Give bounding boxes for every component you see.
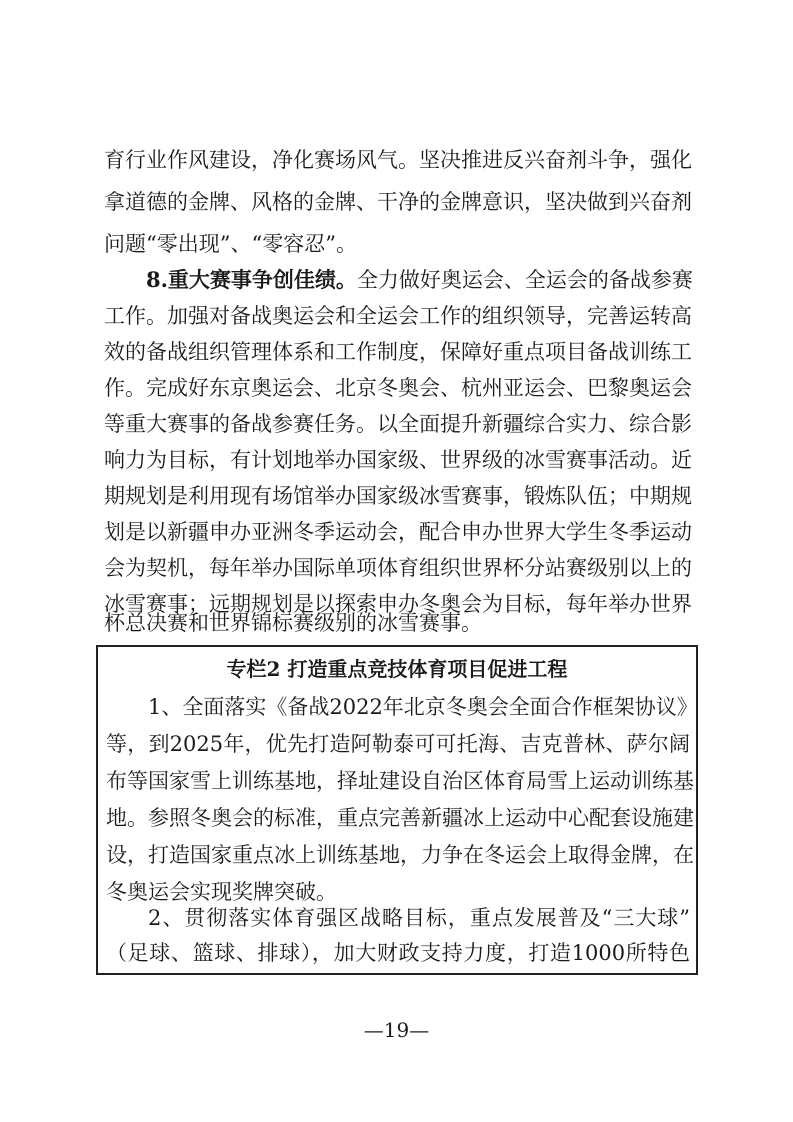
paragraph-line: 杯总决赛和世界锦标赛级别的冰雪赛事。 [104, 611, 482, 635]
paragraph-line: 工作。加强对备战奥运会和全运会工作的组织领导，完善运转高 [104, 304, 692, 328]
paragraph-line: 效的备战组织管理体系和工作制度，保障好重点项目备战训练工 [104, 340, 692, 364]
box-line: 1、全面落实《备战2022年北京冬奥会全面合作框架协议》 [148, 695, 698, 719]
paragraph-line: 拿道德的金牌、风格的金牌、干净的金牌意识，坚决做到兴奋剂 [104, 190, 692, 214]
box-line: 冬奥运会实现奖牌突破。 [106, 880, 337, 904]
box-line: 等，到2025年，优先打造阿勒泰可可托海、吉克普林、萨尔阔 [106, 732, 690, 756]
paragraph-line: 等重大赛事的备战参赛任务。以全面提升新疆综合实力、综合影 [104, 412, 692, 436]
paragraph-line: 会为契机，每年举办国际单项体育组织世界杯分站赛级别以上的 [104, 556, 692, 580]
paragraph-line: 作。完成好东京奥运会、北京冬奥会、杭州亚运会、巴黎奥运会 [104, 376, 692, 400]
paragraph-text: 全力做好奥运会、全运会的备战参赛 [356, 268, 693, 292]
paragraph-line: 划是以新疆申办亚洲冬季运动会，配合申办世界大学生冬季运动 [104, 520, 692, 544]
paragraph-line: 响力为目标，有计划地举办国家级、世界级的冰雪赛事活动。近 [104, 448, 692, 472]
feature-box [96, 645, 698, 975]
page-number: —19— [363, 1018, 430, 1042]
box-title: 专栏2 打造重点竞技体育项目促进工程 [226, 657, 568, 681]
paragraph-line: 问题“零出现”、“零容忍”。 [104, 232, 357, 256]
box-line: 地。参照冬奥会的标准，重点完善新疆冰上运动中心配套设施建 [106, 806, 694, 830]
paragraph-line: 育行业作风建设，净化赛场风气。坚决推进反兴奋剂斗争，强化 [104, 148, 692, 172]
box-line: 设，打造国家重点冰上训练基地，力争在冬运会上取得金牌，在 [106, 843, 694, 867]
paragraph-first-line [146, 263, 693, 297]
paragraph-line: 冰雪赛事；远期规划是以探索申办冬奥会为目标，每年举办世界 [104, 592, 692, 616]
paragraph-line: 期规划是利用现有场馆举办国家级冰雪赛事，锻炼队伍；中期规 [104, 484, 692, 508]
section-heading: 8.重大赛事争创佳绩。 [146, 267, 357, 292]
box-line: 2、贯彻落实体育强区战略目标，重点发展普及“三大球” [148, 906, 690, 930]
box-line: 布等国家雪上训练基地，择址建设自治区体育局雪上运动训练基 [106, 769, 694, 793]
box-line: （足球、篮球、排球），加大财政支持力度，打造1000所特色 [106, 941, 690, 965]
